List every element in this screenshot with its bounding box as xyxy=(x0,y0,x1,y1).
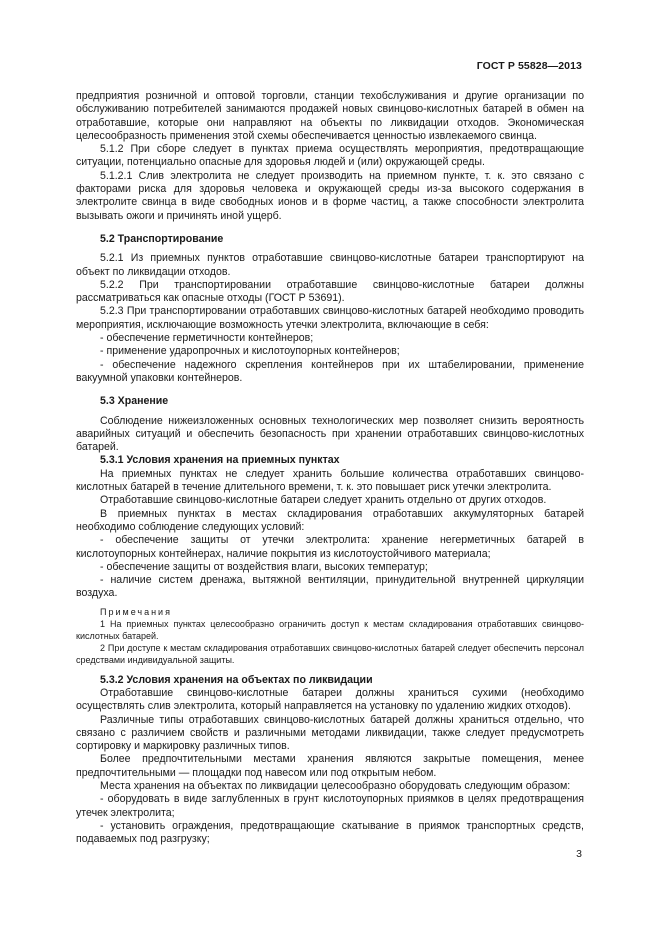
list-item: - оборудовать в виде заглубленных в грунт кислотоупорных приямков в целях предотвращения утечек электролита; xyxy=(76,793,584,819)
list-item: - обеспечение надежного скрепления контейнеров при их штабелировании, применение вакуумной упаковки контейнеров. xyxy=(76,358,584,384)
paragraph: предприятия розничной и оптовой торговли, станции техобслуживания и другие организации по обслуживанию потребителей занимаются продажей новых свинцово-кислотных батарей в обмен на отработавшие, которые они направляют на объекты по ликвидации отходов. Экономическая целесообразность применения этой схемы обеспечивается ценностью извлекаемого свинца. xyxy=(76,90,584,142)
section-heading-5-2: 5.2 Транспортирование xyxy=(100,232,224,245)
document-standard-id: ГОСТ Р 55828—2013 xyxy=(476,60,582,72)
note-item: 1 На приемных пунктах целесообразно ограничить доступ к местам складирования отработавших свинцово-кислотных батарей. xyxy=(76,618,584,641)
paragraph: В приемных пунктах в местах складирования отработавших аккумуляторных батарей необходимо соблюдение следующих условий: xyxy=(76,507,584,533)
paragraph: На приемных пунктах не следует хранить большие количества отработавших свинцово-кислотных батарей в течение длительного времени, т. к. это повышает риск утечки электролита. xyxy=(76,467,584,494)
subsection-heading-5-3-1: 5.3.1 Условия хранения на приемных пунктах xyxy=(100,454,340,467)
paragraph: Отработавшие свинцово-кислотные батареи должны храниться сухими (необходимо осуществлять слив электролита, который направляется на установку по удалению жидких отходов). xyxy=(76,686,584,713)
list-item: - применение ударопрочных и кислотоупорных контейнеров; xyxy=(100,345,400,358)
list-item: - обеспечение герметичности контейнеров; xyxy=(100,332,314,345)
paragraph: 5.1.2.1 Слив электролита не следует производить на приемном пункте, т. к. это связано с факторами риска для здоровья человека и окружающей среды из-за высокого содержания в электролите свинца в виде свободных ионов и в форме частиц, а также способности электролита вызывать ожоги и причинять иной ущерб. xyxy=(76,169,584,222)
paragraph: 5.2.3 При транспортировании отработавших свинцово-кислотных батарей необходимо проводить мероприятия, исключающие возможность утечки электролита, включающие в себя: xyxy=(76,305,584,331)
list-item: - установить ограждения, предотвращающие скатывание в приямок транспортных средств, подаваемых под разгрузку; xyxy=(76,819,584,846)
paragraph: Отработавшие свинцово-кислотные батареи следует хранить отдельно от других отходов. xyxy=(100,494,547,507)
page-number: 3 xyxy=(576,848,582,860)
list-item: - обеспечение защиты от воздействия влаги, высоких температур; xyxy=(100,560,428,573)
paragraph: Более предпочтительными местами хранения являются закрытые помещения, менее предпочтительными — площадки под навесом или под открытым небом. xyxy=(76,753,584,779)
section-heading-5-3: 5.3 Хранение xyxy=(100,395,169,408)
paragraph: Соблюдение нижеизложенных основных технологических мер позволяет снизить вероятность аварийных ситуаций и обеспечить безопасность при хранении отработавших свинцово-кислотных батарей. xyxy=(76,414,584,454)
document-body xyxy=(76,90,584,847)
paragraph: Различные типы отработавших свинцово-кислотных батарей должны храниться отдельно, что связано с различием свойств и различными методами ликвидации, также следует предусмотреть сортировку и маркировку различных типов. xyxy=(76,713,584,753)
subsection-heading-5-3-2: 5.3.2 Условия хранения на объектах по ликвидации xyxy=(100,673,373,686)
note-item: 2 При доступе к местам складирования отработавших свинцово-кислотных батарей следует обеспечить персонал средствами индивидуальной защиты. xyxy=(76,642,584,665)
list-item: - наличие систем дренажа, вытяжной вентиляции, принудительной внутренней циркуляции воздуха. xyxy=(76,574,584,600)
paragraph: Места хранения на объектах по ликвидации целесообразно оборудовать следующим образом: xyxy=(100,780,571,793)
paragraph: 5.2.2 При транспортировании отработавшие свинцово-кислотные батареи должны рассматриваться как опасные отходы (ГОСТ Р 53691). xyxy=(76,278,584,305)
notes-heading: Примечания xyxy=(100,606,172,617)
list-item: - обеспечение защиты от утечки электролита: хранение негерметичных батарей в кислотоупорных контейнерах, наличие покрытия из кислотоустойчивого материала; xyxy=(76,534,584,560)
paragraph: 5.1.2 При сборе следует в пунктах приема осуществлять мероприятия, предотвращающие ситуации, потенциально опасные для здоровья людей и (или) окружающей среды. xyxy=(76,143,584,169)
paragraph: 5.2.1 Из приемных пунктов отработавшие свинцово-кислотные батареи транспортируют на объект по ликвидации отходов. xyxy=(76,252,584,278)
